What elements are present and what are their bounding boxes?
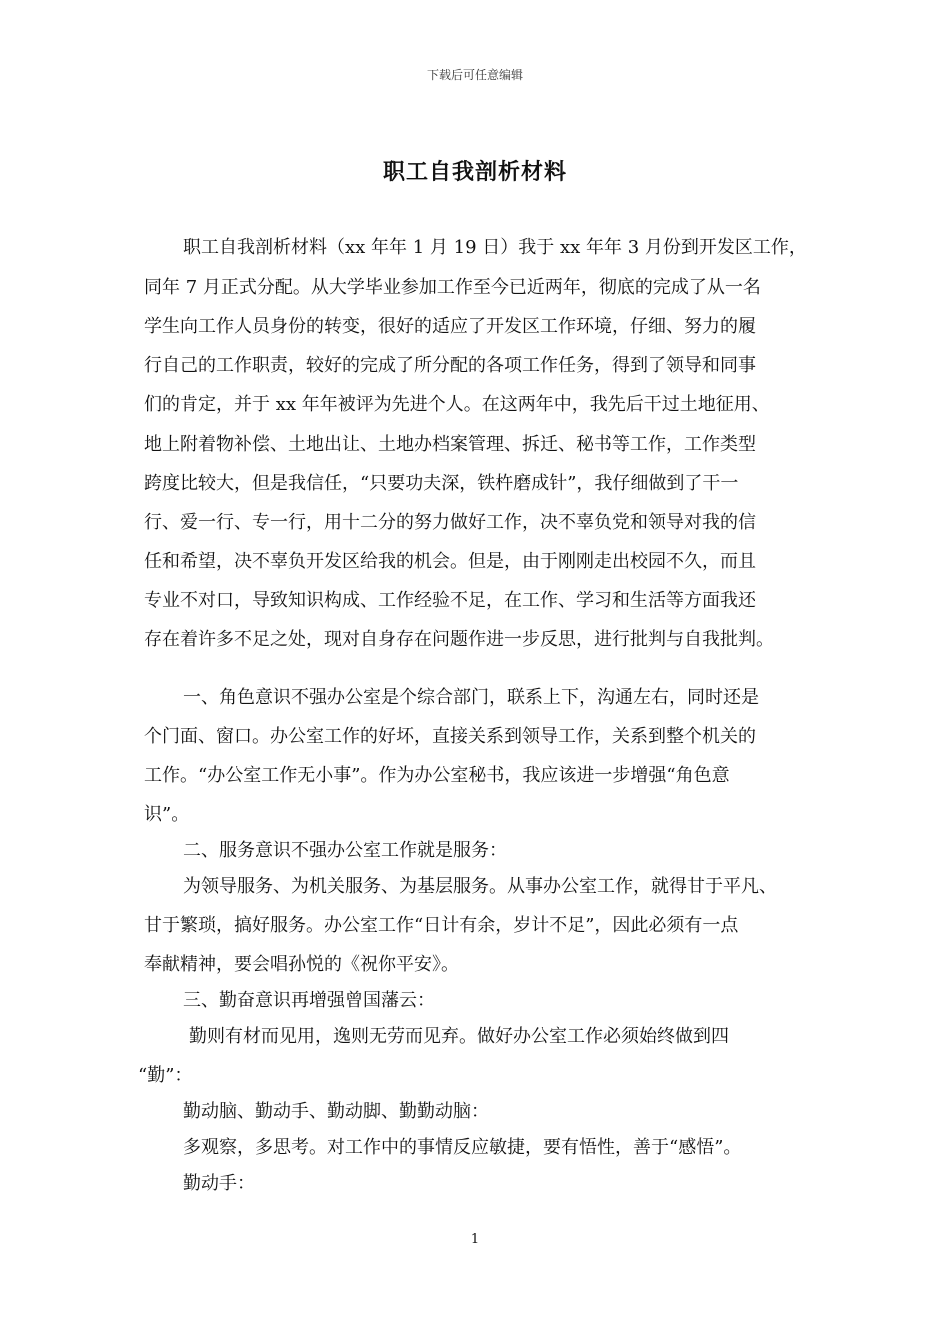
paragraph-line: 同年 7 月正式分配。从大学毕业参加工作至今已近两年，彻底的完成了从一名 bbox=[144, 277, 761, 298]
section-one-line: 工作。“办公室工作无小事”。作为办公室秘书，我应该进一步增强“角色意 bbox=[144, 765, 730, 786]
four-qin-line: 勤动脑、勤动手、勤动脚、勤勤动脑： bbox=[183, 1101, 489, 1122]
paragraph-line: 专业不对口，导致知识构成、工作经验不足，在工作、学习和生活等方面我还 bbox=[144, 590, 756, 611]
section-two-heading: 二、服务意识不强办公室工作就是服务： bbox=[183, 840, 507, 861]
paragraph-line: 学生向工作人员身份的转变，很好的适应了开发区工作环境，仔细、努力的履 bbox=[144, 316, 756, 337]
paragraph-line: 任和希望，决不辜负开发区给我的机会。但是，由于刚刚走出校园不久，而且 bbox=[144, 551, 756, 572]
header-note: 下载后可任意编辑 bbox=[426, 68, 523, 82]
page-number: 1 bbox=[470, 1232, 480, 1247]
section-three-heading: 三、勤奋意识再增强曾国藩云： bbox=[183, 990, 435, 1011]
section-one-line: 个门面、窗口。办公室工作的好坏，直接关系到领导工作，关系到整个机关的 bbox=[144, 726, 756, 747]
paragraph-line: 跨度比较大，但是我信任，“只要功夫深，铁杵磨成针”，我仔细做到了干一 bbox=[144, 473, 739, 494]
section-two-line: 奉献精神，要会唱孙悦的《祝你平安》。 bbox=[144, 954, 459, 975]
section-three-line: “勤”： bbox=[138, 1065, 193, 1086]
qin-hand-line: 勤动手： bbox=[183, 1173, 255, 1194]
section-two-line: 为领导服务、为机关服务、为基层服务。从事办公室工作，就得甘于平凡、 bbox=[183, 876, 777, 897]
paragraph-line: 职工自我剖析材料（xx 年年 1 月 19 日）我于 xx 年年 3 月份到开发区工作， bbox=[183, 237, 807, 258]
paragraph-line: 存在着许多不足之处，现对自身存在问题作进一步反思，进行批判与自我批判。 bbox=[144, 629, 774, 650]
section-one-line: 一、角色意识不强办公室是个综合部门，联系上下，沟通左右，同时还是 bbox=[183, 687, 759, 708]
paragraph-line: 地上附着物补偿、土地出让、土地办档案管理、拆迁、秘书等工作，工作类型 bbox=[144, 434, 756, 455]
paragraph-line: 们的肯定，并于 xx 年年被评为先进个人。在这两年中，我先后干过土地征用、 bbox=[144, 394, 770, 415]
paragraph-line: 行自己的工作职责，较好的完成了所分配的各项工作任务，得到了领导和同事 bbox=[144, 355, 756, 376]
section-one-line: 识”。 bbox=[144, 804, 190, 825]
observe-line: 多观察，多思考。对工作中的事情反应敏捷，要有悟性，善于“感悟”。 bbox=[183, 1137, 742, 1158]
section-three-line: 勤则有材而见用，逸则无劳而见弃。做好办公室工作必须始终做到四 bbox=[189, 1026, 729, 1047]
paragraph-line: 行、爱一行、专一行，用十二分的努力做好工作，决不辜负党和领导对我的信 bbox=[144, 512, 756, 533]
document-title: 职工自我剖析材料 bbox=[382, 159, 567, 185]
section-two-line: 甘于繁琐，搞好服务。办公室工作“日计有余，岁计不足”，因此必须有一点 bbox=[144, 915, 739, 936]
